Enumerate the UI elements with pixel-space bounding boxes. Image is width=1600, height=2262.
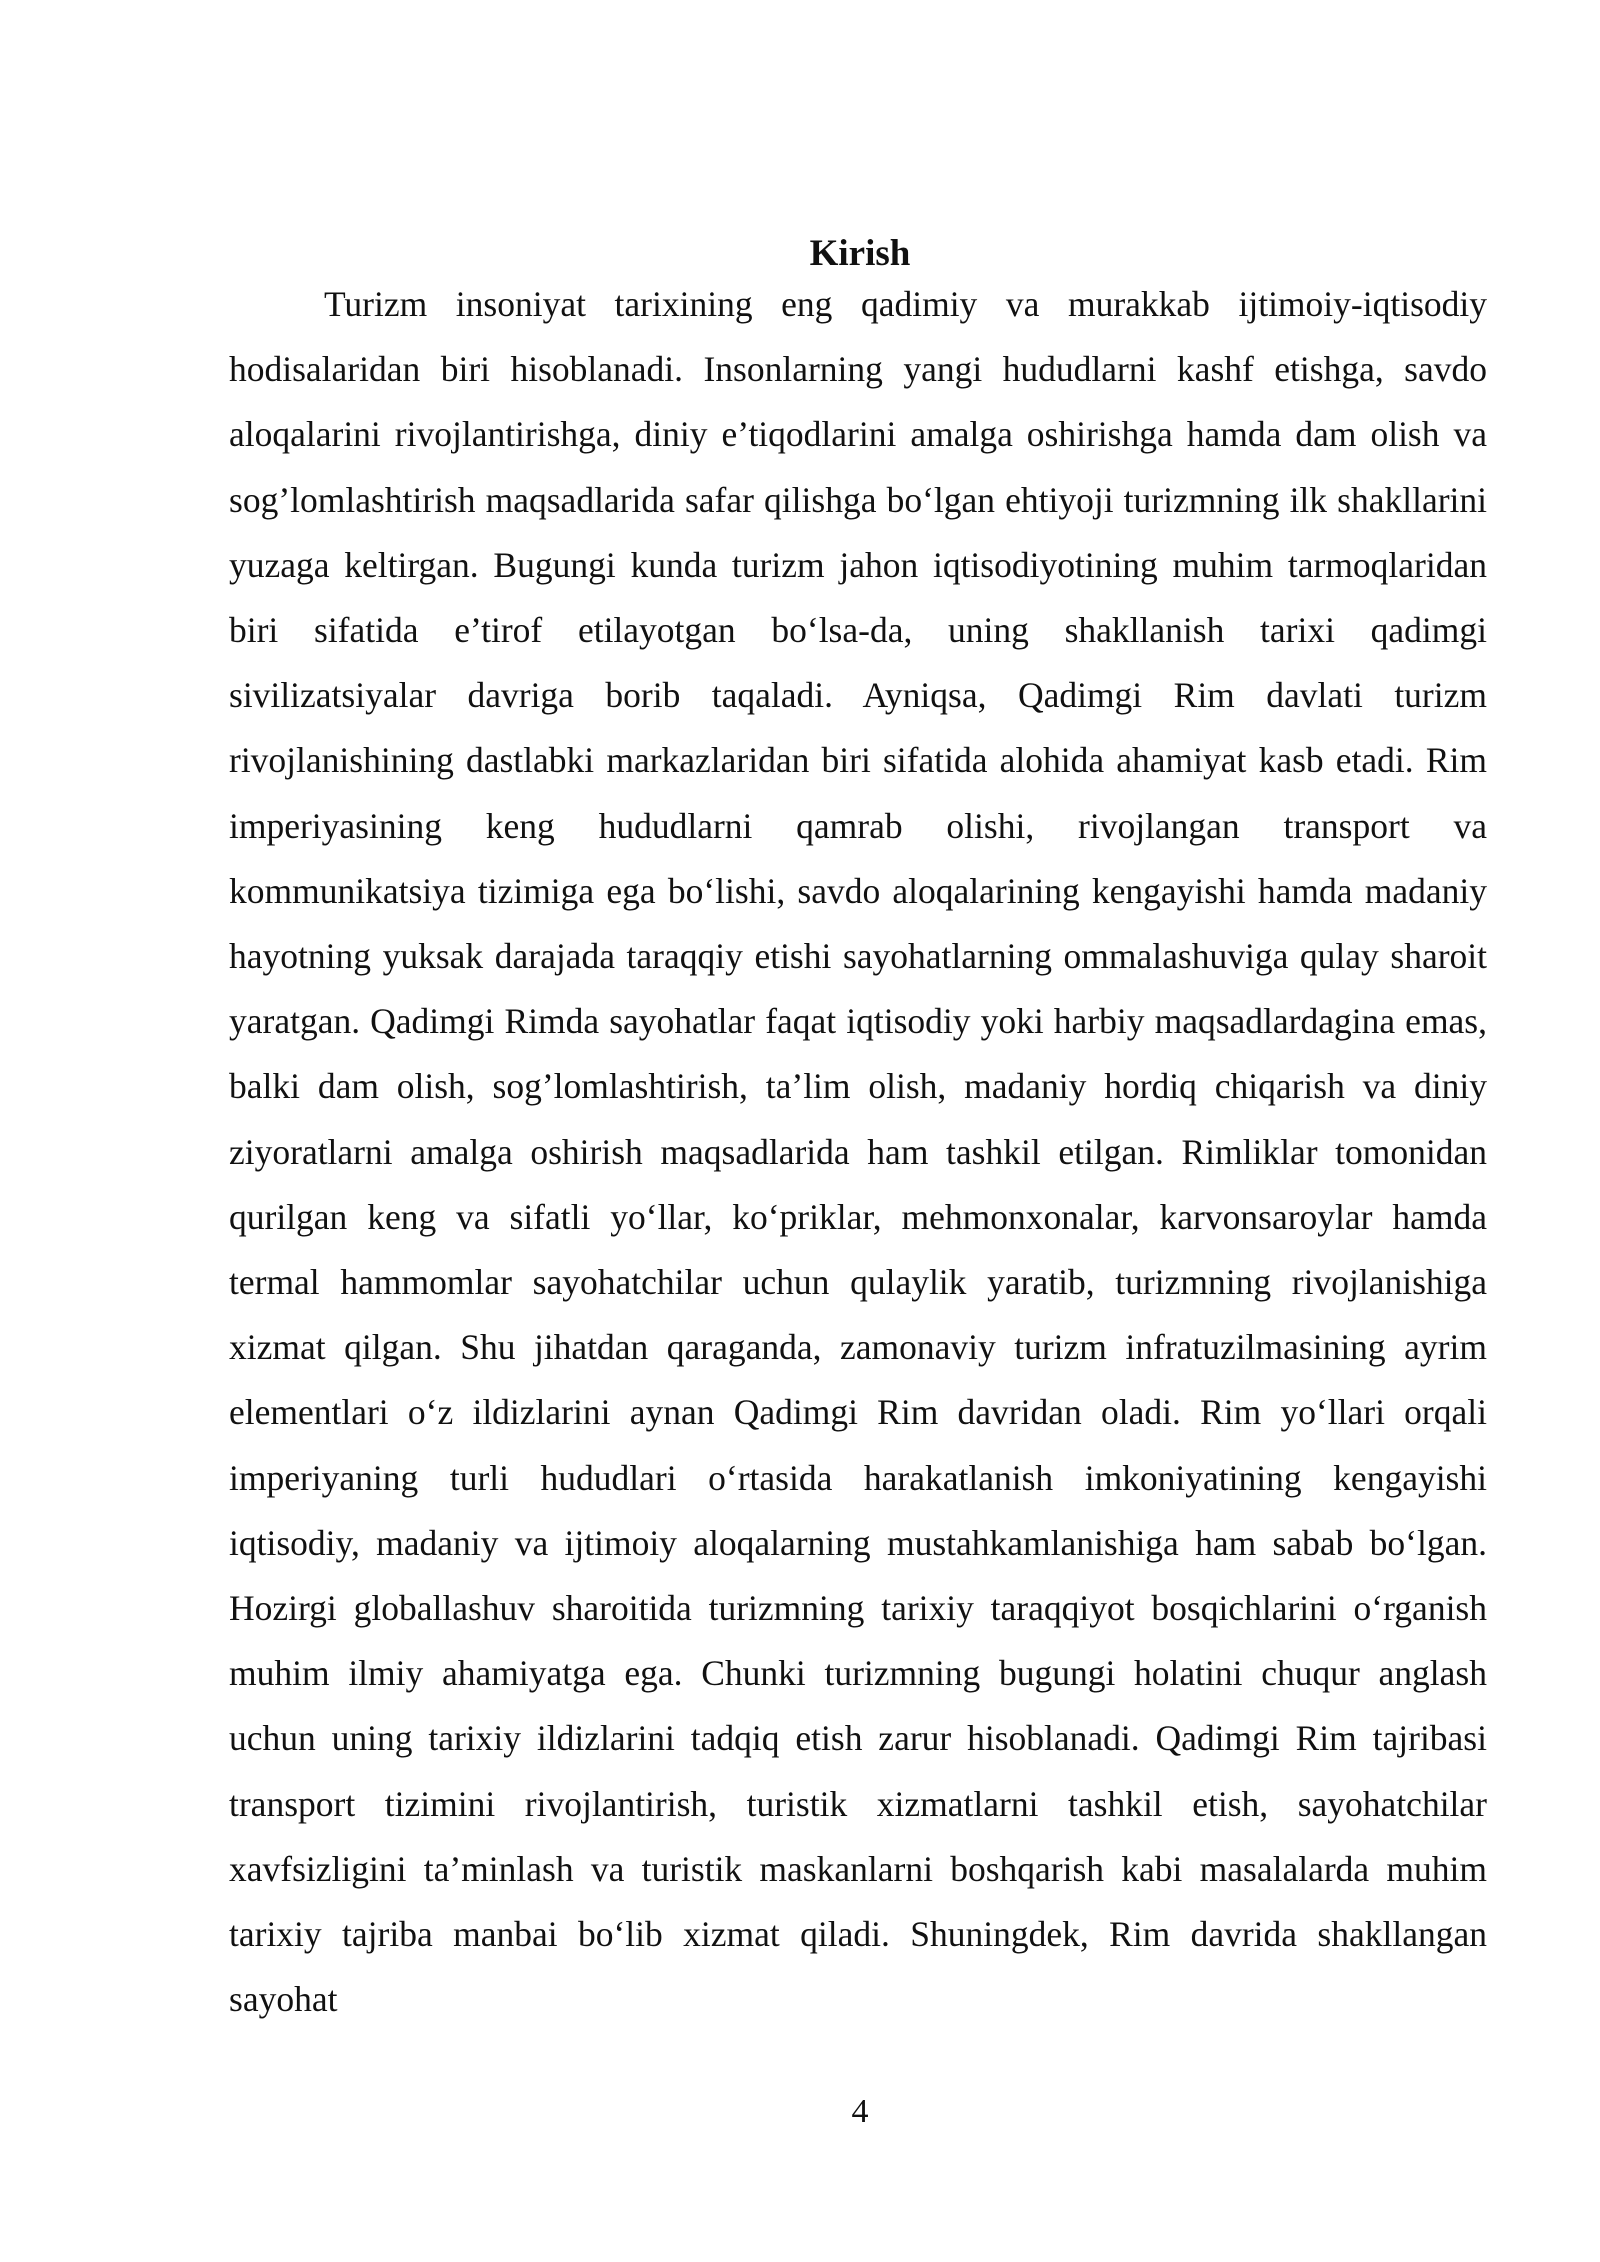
section-heading: Kirish [809,233,911,274]
page-number: 4 [851,2093,869,2130]
body-paragraph: Turizm insoniyat tarixining eng qadimiy va murakkab ijtimoiy-iqtisodiy hodisalaridan biri hisoblanadi. Insonlarning yangi hududlarni kashf etishga, savdo aloqalarini rivojlantirishga, diniy e’tiqodlarini amalga oshirishga hamda dam olish va sog’lomlashtirish maqsadlarida safar qilishga bo‘lgan ehtiyoji turizmning ilk shakllarini yuzaga keltirgan. Bugungi kunda turizm jahon iqtisodiyotining muhim tarmoqlaridan biri sifatida e’tirof etilayotgan bo‘lsa-da, uning shakllanish tarixi qadimgi sivilizatsiyalar davriga borib taqaladi. Ayniqsa, Qadimgi Rim davlati turizm rivojlanishining dastlabki markazlaridan biri sifatida alohida ahamiyat kasb etadi. Rim imperiyasining keng hududlarni qamrab olishi, rivojlangan transport va kommunikatsiya tizimiga ega bo‘lishi, savdo aloqalarining kengayishi hamda madaniy hayotning yuksak darajada taraqqiy etishi sayohatlarning ommalashuviga qulay sharoit yaratgan. Qadimgi Rimda sayohatlar faqat iqtisodiy yoki harbiy maqsadlardagina emas, balki dam olish, sog’lomlashtirish, ta’lim olish, madaniy hordiq chiqarish va diniy ziyoratlarni amalga oshirish maqsadlarida ham tashkil etilgan. Rimliklar tomonidan qurilgan keng va sifatli yo‘llar, ko‘priklar, mehmonxonalar, karvonsaroylar hamda termal hammomlar sayohatchilar uchun qulaylik yaratib, turizmning rivojlanishiga xizmat qilgan. Shu jihatdan qaraganda, zamonaviy turizm infratuzilmasining ayrim elementlari o‘z ildizlarini aynan Qadimgi Rim davridan oladi. Rim yo‘llari orqali imperiyaning turli hududlari o‘rtasida harakatlanish imkoniyatining kengayishi iqtisodiy, madaniy va ijtimoiy aloqalarning mustahkamlanishiga ham sabab bo‘lgan. Hozirgi globallashuv sharoitida turizmning tarixiy taraqqiyot bosqichlarini o‘rganish muhim ilmiy ahamiyatga ega. Chunki turizmning bugungi holatini chuqur anglash uchun uning tarixiy ildizlarini tadqiq etish zarur hisoblanadi. Qadimgi Rim tajribasi transport tizimini rivojlantirish, turistik xizmatlarni tashkil etish, sayohatchilar xavfsizligini ta’minlash va turistik maskanlarni boshqarish kabi masalalarda muhim tarixiy tajriba manbai bo‘lib xizmat qiladi. Shuningdek, Rim davrida shakllangan sayohat [229,284,1487,2020]
